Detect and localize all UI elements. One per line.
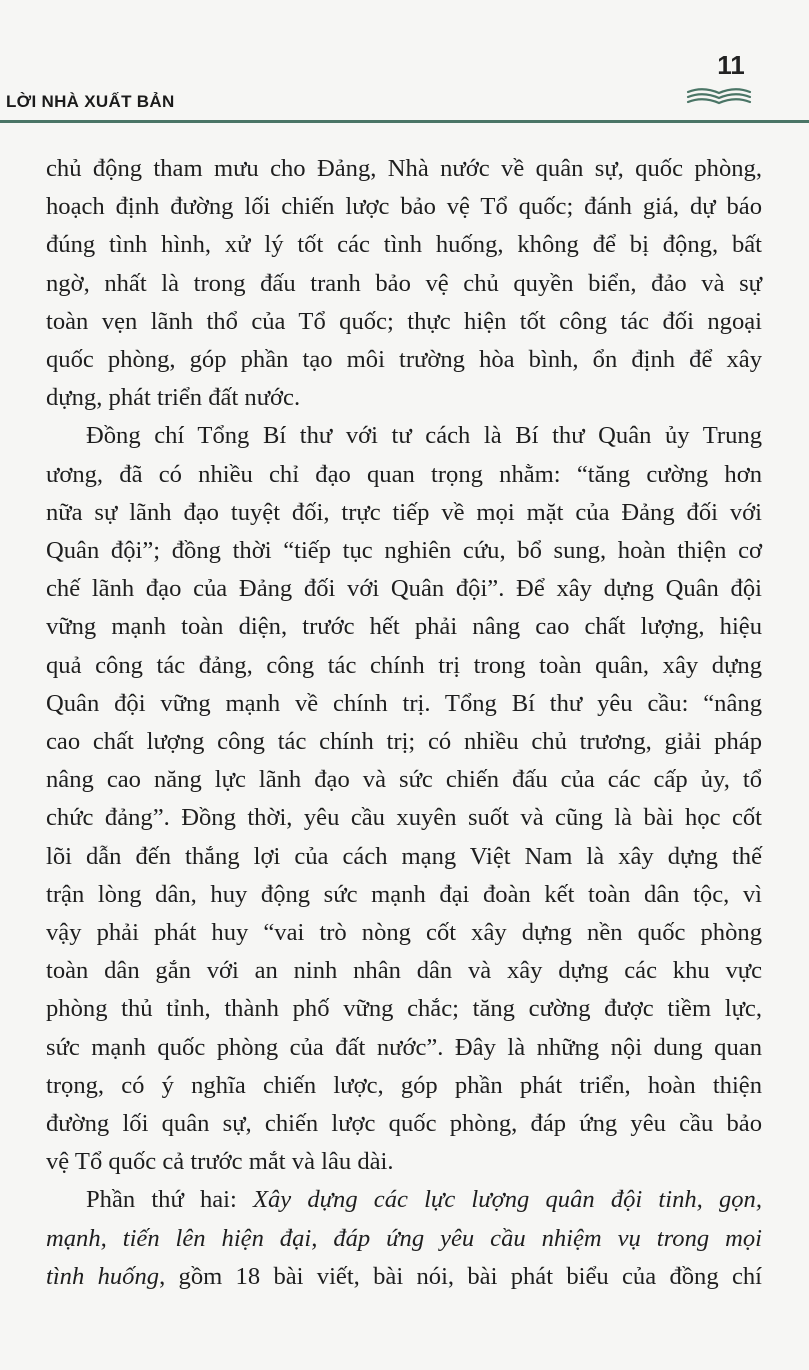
text-line: toàn dân gắn với an ninh nhân dân và xây dựng các khu vực	[46, 957, 762, 985]
page-header	[0, 0, 809, 130]
text-line: ngờ, nhất là trong đấu tranh bảo vệ chủ quyền biển, đảo và sự	[46, 269, 762, 297]
text-line	[46, 1181, 762, 1219]
text-line	[46, 1258, 762, 1296]
open-book-icon	[686, 84, 752, 106]
text-line: dựng, phát triển đất nước.	[46, 384, 301, 412]
part-label: Phần thứ hai:	[86, 1186, 253, 1214]
text-line: chế lãnh đạo của Đảng đối với Quân đội”. Để xây dựng Quân đội	[46, 575, 762, 603]
part-title: mạnh, tiến lên hiện đại, đáp ứng yêu cầu nhiệm vụ trong mọi	[46, 1224, 762, 1252]
text-line: quốc phòng, góp phần tạo môi trường hòa bình, ổn định để xây	[46, 346, 762, 374]
text-line: phòng thủ tỉnh, thành phố vững chắc; tăng cường được tiềm lực,	[46, 995, 762, 1023]
text-line: chức đảng”. Đồng thời, yêu cầu xuyên suốt và cũng là bài học cốt	[46, 804, 762, 832]
text-line: cao chất lượng công tác chính trị; có nhiều chủ trương, giải pháp	[46, 728, 762, 756]
body-text	[46, 150, 762, 1296]
text-line: chủ động tham mưu cho Đảng, Nhà nước về quân sự, quốc phòng,	[46, 155, 762, 182]
text-line: trọng, có ý nghĩa chiến lược, góp phần phát triển, hoàn thiện	[46, 1071, 762, 1099]
text-line	[46, 1220, 762, 1258]
section-title: LỜI NHÀ XUẤT BẢN	[6, 92, 175, 111]
text-line: nâng cao năng lực lãnh đạo và sức chiến đấu của các cấp ủy, tổ	[46, 766, 762, 794]
part-title: tình huống	[46, 1262, 160, 1290]
text-line: vệ Tổ quốc cả trước mắt và lâu dài.	[46, 1148, 394, 1176]
header-rule	[0, 120, 809, 123]
text-line: Quân đội vững mạnh về chính trị. Tổng Bí thư yêu cầu: “nâng	[46, 689, 762, 717]
text-line: lõi dẫn đến thắng lợi của cách mạng Việt Nam là xây dựng thế	[46, 842, 762, 870]
text-line: toàn vẹn lãnh thổ của Tổ quốc; thực hiện tốt công tác đối ngoại	[46, 307, 762, 335]
text-line: đúng tình hình, xử lý tốt các tình huống, không để bị động, bất	[46, 231, 762, 259]
text-line: đường lối quân sự, chiến lược quốc phòng, đáp ứng yêu cầu bảo	[46, 1110, 762, 1138]
text-line: Đồng chí Tổng Bí thư với tư cách là Bí thư Quân ủy Trung	[86, 422, 762, 450]
paragraph-2	[46, 417, 762, 1181]
text-line: sức mạnh quốc phòng của đất nước”. Đây là những nội dung quan	[46, 1033, 762, 1061]
text-line: vậy phải phát huy “vai trò nòng cốt xây dựng nền quốc phòng	[46, 919, 762, 947]
paragraph-3	[46, 1181, 762, 1296]
page-number: 11	[717, 50, 745, 80]
text-line: hoạch định đường lối chiến lược bảo vệ Tổ quốc; đánh giá, dự báo	[46, 193, 762, 221]
text-line: trận lòng dân, huy động sức mạnh đại đoàn kết toàn dân tộc, vì	[46, 880, 762, 908]
text-line: Quân đội”; đồng thời “tiếp tục nghiên cứu, bổ sung, hoàn thiện cơ	[46, 537, 762, 565]
text-line: vững mạnh toàn diện, trước hết phải nâng cao chất lượng, hiệu	[46, 613, 762, 641]
text-line: ương, đã có nhiều chỉ đạo quan trọng nhằm: “tăng cường hơn	[46, 460, 762, 488]
part-title: Xây dựng các lực lượng quân đội tinh, gọn,	[252, 1186, 762, 1214]
part-description: , gồm 18 bài viết, bài nói, bài phát biểu của đồng chí	[159, 1262, 762, 1290]
paragraph-1	[46, 150, 762, 417]
text-line: quả công tác đảng, công tác chính trị trong toàn quân, xây dựng	[46, 651, 762, 679]
text-line: nữa sự lãnh đạo tuyệt đối, trực tiếp về mọi mặt của Đảng đối với	[46, 498, 762, 526]
